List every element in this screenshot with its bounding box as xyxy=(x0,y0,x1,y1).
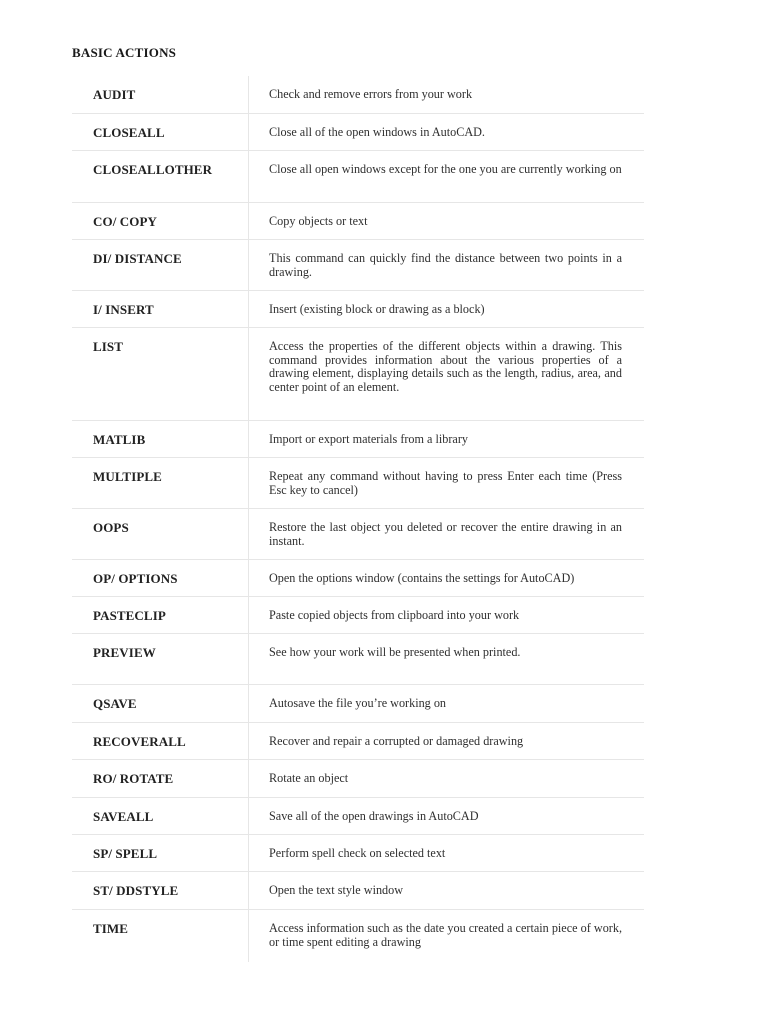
command-name: LIST xyxy=(72,328,249,420)
command-description: Save all of the open drawings in AutoCAD xyxy=(269,809,479,823)
command-name: OOPS xyxy=(72,509,249,559)
table-row xyxy=(72,421,644,458)
command-description: Access information such as the date you created a certain piece of work, or time spent editing a drawing xyxy=(269,921,622,949)
command-name: SAVEALL xyxy=(72,798,249,834)
command-name: CO/ COPY xyxy=(72,203,249,239)
table-row xyxy=(72,872,644,910)
command-name: CLOSEALL xyxy=(72,114,249,150)
command-description: Autosave the file you’re working on xyxy=(269,696,447,710)
command-description: Paste copied objects from clipboard into your work xyxy=(269,608,520,622)
command-description: See how your work will be presented when printed. xyxy=(269,645,521,659)
command-description: Insert (existing block or drawing as a block) xyxy=(269,302,485,316)
table-row xyxy=(72,458,644,509)
command-description: Restore the last object you deleted or recover the entire drawing in an instant. xyxy=(269,520,622,548)
command-description: Perform spell check on selected text xyxy=(269,846,446,860)
table-row xyxy=(72,560,644,597)
command-name: MULTIPLE xyxy=(72,458,249,508)
command-description: Copy objects or text xyxy=(269,214,368,228)
command-name: MATLIB xyxy=(72,421,249,457)
table-row xyxy=(72,760,644,798)
command-description: Check and remove errors from your work xyxy=(269,87,473,101)
table-row xyxy=(72,634,644,685)
command-name: ST/ DDSTYLE xyxy=(72,872,249,909)
table-row xyxy=(72,685,644,723)
table-row xyxy=(72,723,644,760)
command-description: Close all of the open windows in AutoCAD. xyxy=(269,125,485,139)
command-name: DI/ DISTANCE xyxy=(72,240,249,290)
command-name: TIME xyxy=(72,910,249,962)
command-description: This command can quickly find the distance between two points in a drawing. xyxy=(269,251,622,279)
commands-table xyxy=(72,76,644,962)
table-row xyxy=(72,76,644,114)
table-row xyxy=(72,910,644,962)
command-name: PASTECLIP xyxy=(72,597,249,633)
table-row xyxy=(72,151,644,203)
command-description: Repeat any command without having to press Enter each time (Press Esc key to cancel) xyxy=(269,469,622,497)
table-row xyxy=(72,114,644,151)
table-row xyxy=(72,509,644,560)
command-name: CLOSEALLOTHER xyxy=(72,151,249,202)
command-description: Import or export materials from a library xyxy=(269,432,468,446)
command-name: RECOVERALL xyxy=(72,723,249,759)
table-row xyxy=(72,203,644,240)
table-row xyxy=(72,328,644,421)
table-row xyxy=(72,291,644,328)
table-row xyxy=(72,798,644,835)
command-description: Close all open windows except for the one you are currently working on xyxy=(269,162,622,176)
command-name: AUDIT xyxy=(72,76,249,113)
command-description: Recover and repair a corrupted or damaged drawing xyxy=(269,734,524,748)
command-name: PREVIEW xyxy=(72,634,249,684)
table-row xyxy=(72,240,644,291)
section-heading: BASIC ACTIONS xyxy=(72,45,177,60)
command-description: Rotate an object xyxy=(269,771,349,785)
command-name: RO/ ROTATE xyxy=(72,760,249,797)
command-name: SP/ SPELL xyxy=(72,835,249,871)
table-row xyxy=(72,597,644,634)
command-name: I/ INSERT xyxy=(72,291,249,327)
table-row xyxy=(72,835,644,872)
command-name: OP/ OPTIONS xyxy=(72,560,249,596)
command-description: Access the properties of the different objects within a drawing. This command provides information about the various properties of a drawing element, displaying details such as the length, radius, area, and center point of an element. xyxy=(269,339,622,394)
command-description: Open the text style window xyxy=(269,883,404,897)
command-description: Open the options window (contains the settings for AutoCAD) xyxy=(269,571,575,585)
command-name: QSAVE xyxy=(72,685,249,722)
